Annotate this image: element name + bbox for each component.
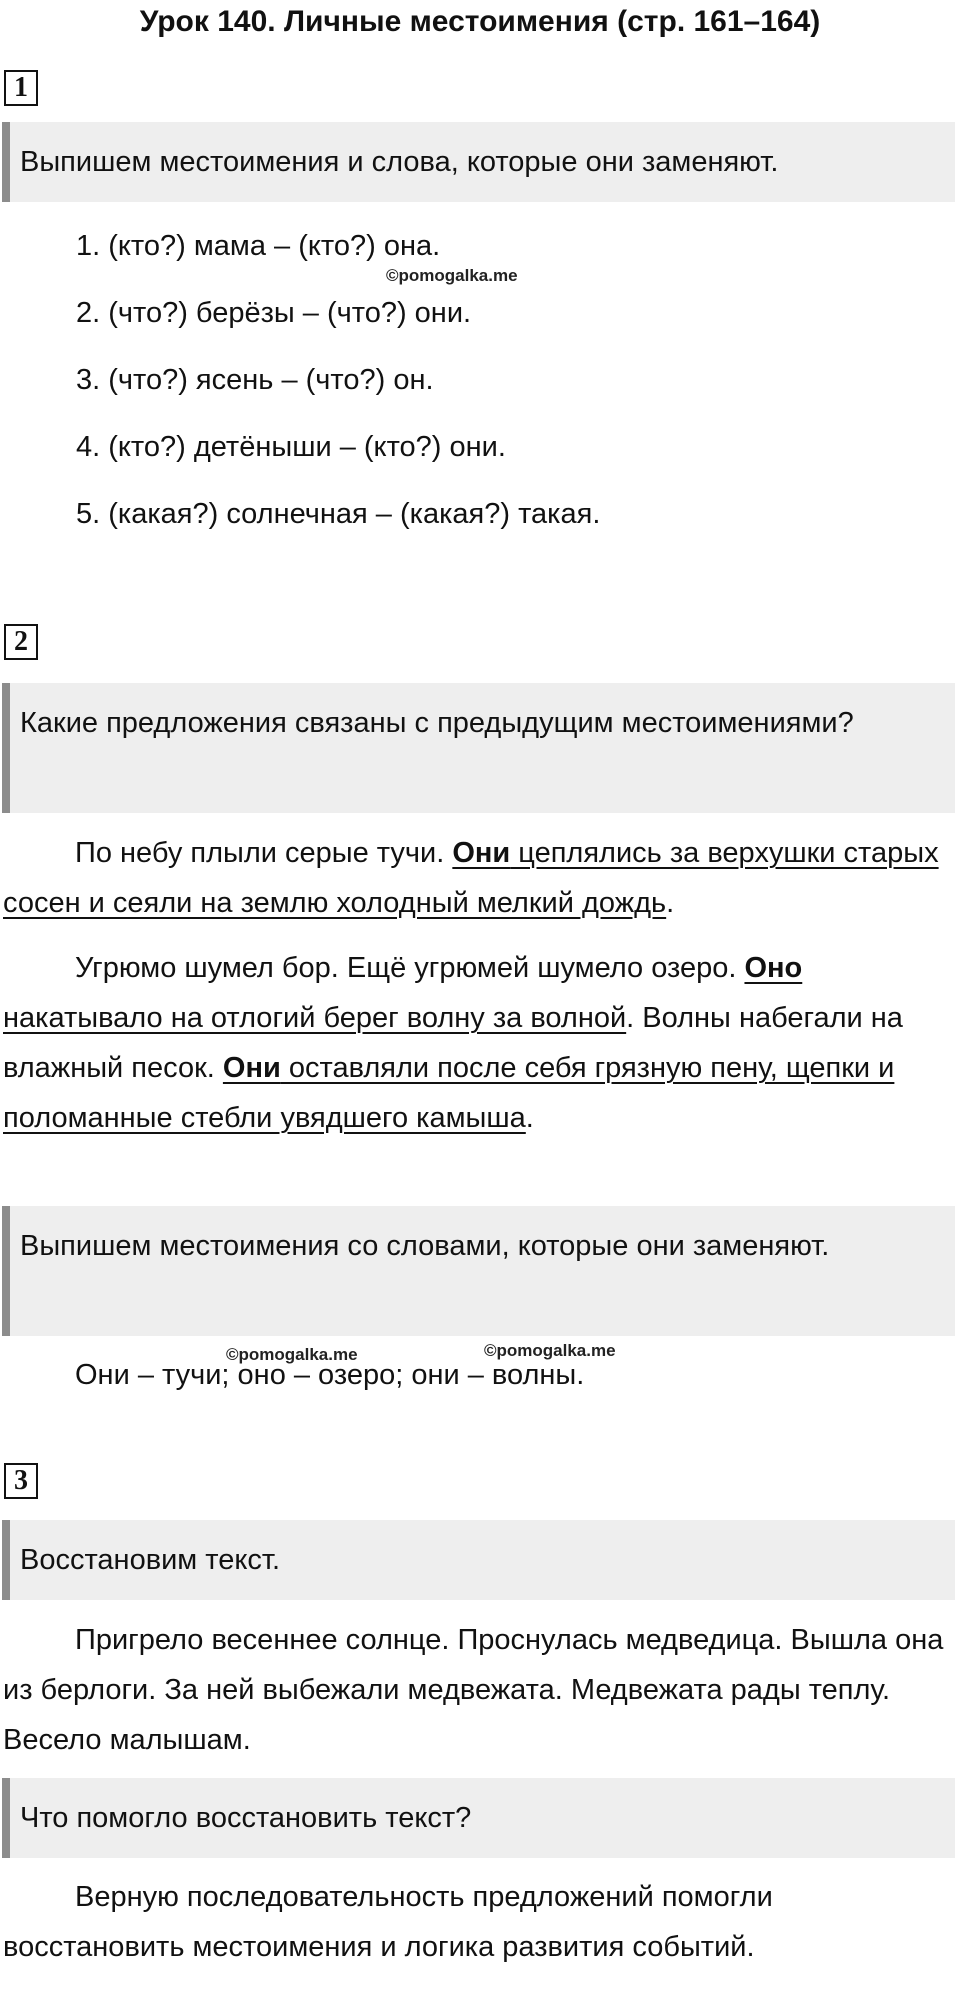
task2-question: Какие предложения связаны с предыдущим местоимениями? [2,683,955,813]
answer-text: Верную последовательность предложений помогли восстановить местоимения и логика развития событий. [3,1881,773,1963]
task2-question-2: Выпишем местоимения со словами, которые они заменяют. [2,1206,955,1336]
task3-text [3,1615,958,1765]
list-item: 2. (что?) берёзы – (что?) они. [76,297,472,329]
task1-question: Выпишем местоимения и слова, которые они заменяют. [2,122,955,202]
list-item: 3. (что?) ясень – (что?) он. [76,364,434,396]
pronoun: Они [452,837,511,869]
list-item: 1. (кто?) мама – (кто?) она. [76,230,441,262]
clause-text: цеплялись за верхушки старых сосен и сеяли на землю холодный мелкий дождь [3,837,939,919]
task1-answer-list [76,213,936,548]
answer-text: Они – тучи; оно – озеро; они – волны. [75,1359,585,1391]
restored-text: Пригрело весеннее солнце. Проснулась медведица. Вышла она из берлоги. За ней выбежали медвежата. Медвежата рады теплу. Весело малышам. [3,1624,944,1756]
text-end: . [525,1102,534,1134]
task2-text-1 [3,828,958,928]
task2-text-2 [3,943,958,1143]
task-number-2: 2 [4,624,38,660]
clause-text: оставляли после себя грязную пену, щепки и поломанные стебли увядшего камыша [3,1052,895,1134]
watermark: ©pomogalka.me [484,1341,616,1360]
task3-question-2: Что помогло восстановить текст? [2,1778,955,1858]
clause-text: накатывало на отлогий берег волну за волной [3,1002,627,1034]
task-number-3: 3 [4,1463,38,1499]
text-middle: . Волны набегали на влажный песок. [3,1002,903,1084]
task3-answer [3,1872,958,1972]
text-end: . [666,887,675,919]
list-item: 4. (кто?) детёныши – (кто?) они. [76,431,506,463]
text-plain: По небу плыли серые тучи. [75,837,453,869]
task3-question: Восстановим текст. [2,1520,955,1600]
watermark: ©pomogalka.me [386,266,518,285]
list-item: 5. (какая?) солнечная – (какая?) такая. [76,498,601,530]
task-number-1: 1 [4,70,38,106]
pronoun: Оно [744,952,803,984]
task2-answer [3,1350,958,1400]
text-plain: Угрюмо шумел бор. Ещё угрюмей шумело озеро. [75,952,745,984]
watermark: ©pomogalka.me [226,1345,358,1364]
page-title: Урок 140. Личные местоимения (стр. 161–164) [139,5,821,38]
pronoun: Они [222,1052,281,1084]
